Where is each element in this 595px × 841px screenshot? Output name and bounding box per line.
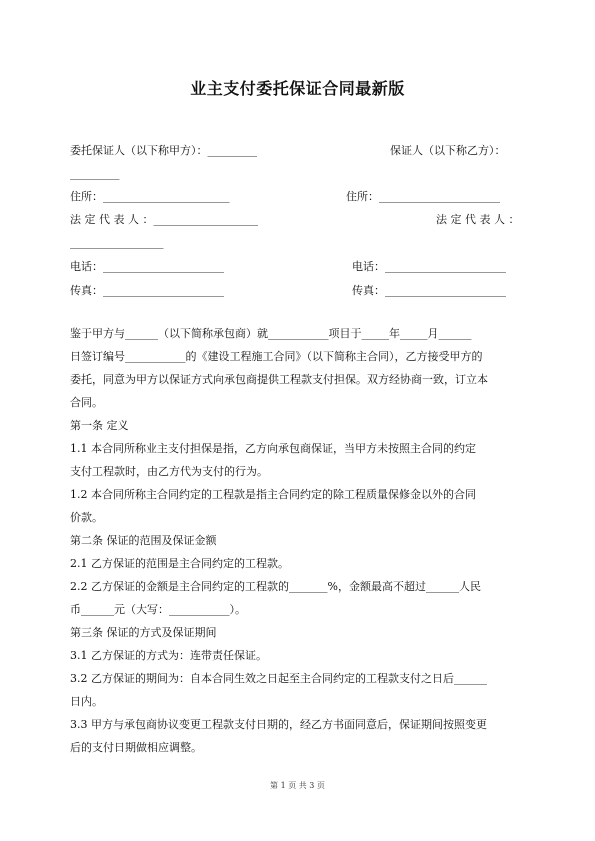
body-line: 日内。 [70,695,103,708]
representative-b-continuation: _________________ [70,236,164,249]
body-line: 币______元（大写：___________）。 [70,603,246,616]
body-line: 3.2 乙方保证的期间为：自本合同生效之日起至主合同约定的工程款支付之日后______ [70,672,487,685]
body-line: 2.1 乙方保证的范围是主合同约定的工程款。 [70,557,289,570]
body-line: 2.2 乙方保证的金额是主合同约定的工程款的_______%，金额最高不超过______人民 [70,580,481,593]
fax-a-line: 传真：______________________ [70,284,224,297]
body-line: 价款。 [70,511,103,524]
address-b-line: 住所：______________________ [346,190,500,203]
body-line: 1.1 本合同所称业主支付担保是指，乙方向承包商保证，当甲方未按照主合同的约定 [70,442,476,455]
article-heading: 第一条 定义 [70,419,129,432]
body-line: 日签订编号___________的《建设工程施工合同》（以下简称主合同），乙方接受甲方的 [70,350,483,363]
party-a-line: 委托保证人（以下称甲方）：_________ [70,144,257,157]
body-line: 3.3 甲方与承包商协议变更工程款支付日期的，经乙方书面同意后，保证期间按照变更 [70,718,487,731]
body-line: 3.1 乙方保证的方式为：连带责任保证。 [70,649,267,662]
contract-body [70,322,530,759]
body-line: 鉴于甲方与______（以下简称承包商）就___________项目于_____年_____月______ [70,327,472,340]
representative-a-line: 法 定 代 表 人 ：___________________ [70,213,258,226]
party-b-continuation: _________ [70,167,120,180]
page-footer: 第 1 页 共 3 页 [270,781,325,790]
body-line: 合同。 [70,396,103,409]
representative-b-label: 法 定 代 表 人 ： [436,213,520,226]
body-line: 支付工程款时，由乙方代为支付的行为。 [70,465,268,478]
phone-a-line: 电话：______________________ [70,260,224,273]
phone-b-line: 电话：______________________ [352,260,506,273]
body-line: 1.2 本合同所称主合同约定的工程款是指主合同约定的除工程质量保修金以外的合同 [70,488,476,501]
article-heading: 第二条 保证的范围及保证金额 [70,534,217,547]
fax-b-line: 传真：______________________ [352,284,506,297]
body-line: 后的支付日期做相应调整。 [70,741,202,754]
address-a-line: 住所：_______________________ [70,190,230,203]
body-line: 委托，同意为甲方以保证方式向承包商提供工程款支付担保。双方经协商一致，订立本 [70,373,488,386]
article-heading: 第三条 保证的方式及保证期间 [70,626,217,639]
document-title: 业主支付委托保证合同最新版 [190,79,405,98]
party-b-label: 保证人（以下称乙方）： [390,144,506,157]
